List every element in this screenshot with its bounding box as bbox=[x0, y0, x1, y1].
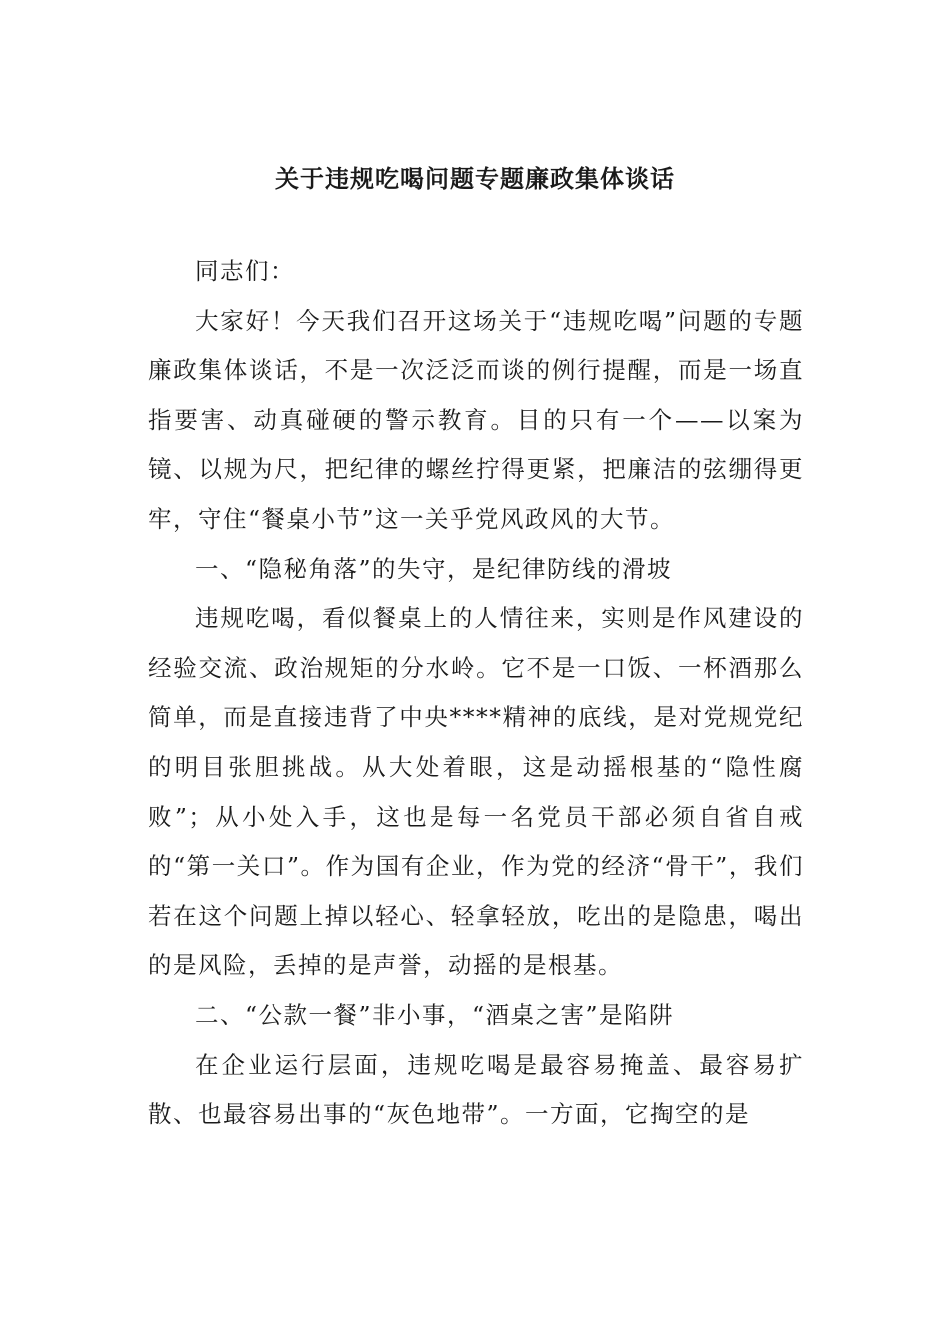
section-heading-1: 一、“隐秘角落”的失守，是纪律防线的滑坡 bbox=[195, 554, 673, 583]
document-title: 关于违规吃喝问题专题廉政集体谈话 bbox=[275, 164, 675, 193]
section-heading-2: 二、“公款一餐”非小事，“酒桌之害”是陷阱 bbox=[195, 1000, 675, 1029]
greeting: 同志们： bbox=[195, 257, 295, 285]
document-body bbox=[148, 247, 804, 1140]
paragraph-section-1: 违规吃喝，看似餐桌上的人情往来，实则是作风建设的经验交流、政治规矩的分水岭。它不是一口饭、一杯酒那么简单，而是直接违背了中央****精神的底线，是对党规党纪的明目张胆挑战。从大处着眼，这是动摇根基的“隐性腐败”；从小处入手，这也是每一名党员干部必须自省自戒的“第一关口”。作为国有企业，作为党的经济“骨干”，我们若在这个问题上掉以轻心、轻拿轻放，吃出的是隐患，喝出的是风险，丢掉的是声誉，动摇的是根基。 bbox=[148, 604, 804, 980]
paragraph-section-2: 在企业运行层面，违规吃喝是最容易掩盖、最容易扩散、也最容易出事的“灰色地带”。一方面，它掏空的是 bbox=[148, 1050, 804, 1129]
paragraph-intro: 大家好！今天我们召开这场关于“违规吃喝”问题的专题廉政集体谈话，不是一次泛泛而谈的例行提醒，而是一场直指要害、动真碰硬的警示教育。目的只有一个——以案为镜、以规为尺，把纪律的螺丝拧得更紧，把廉洁的弦绷得更牢，守住“餐桌小节”这一关乎党风政风的大节。 bbox=[148, 306, 804, 533]
